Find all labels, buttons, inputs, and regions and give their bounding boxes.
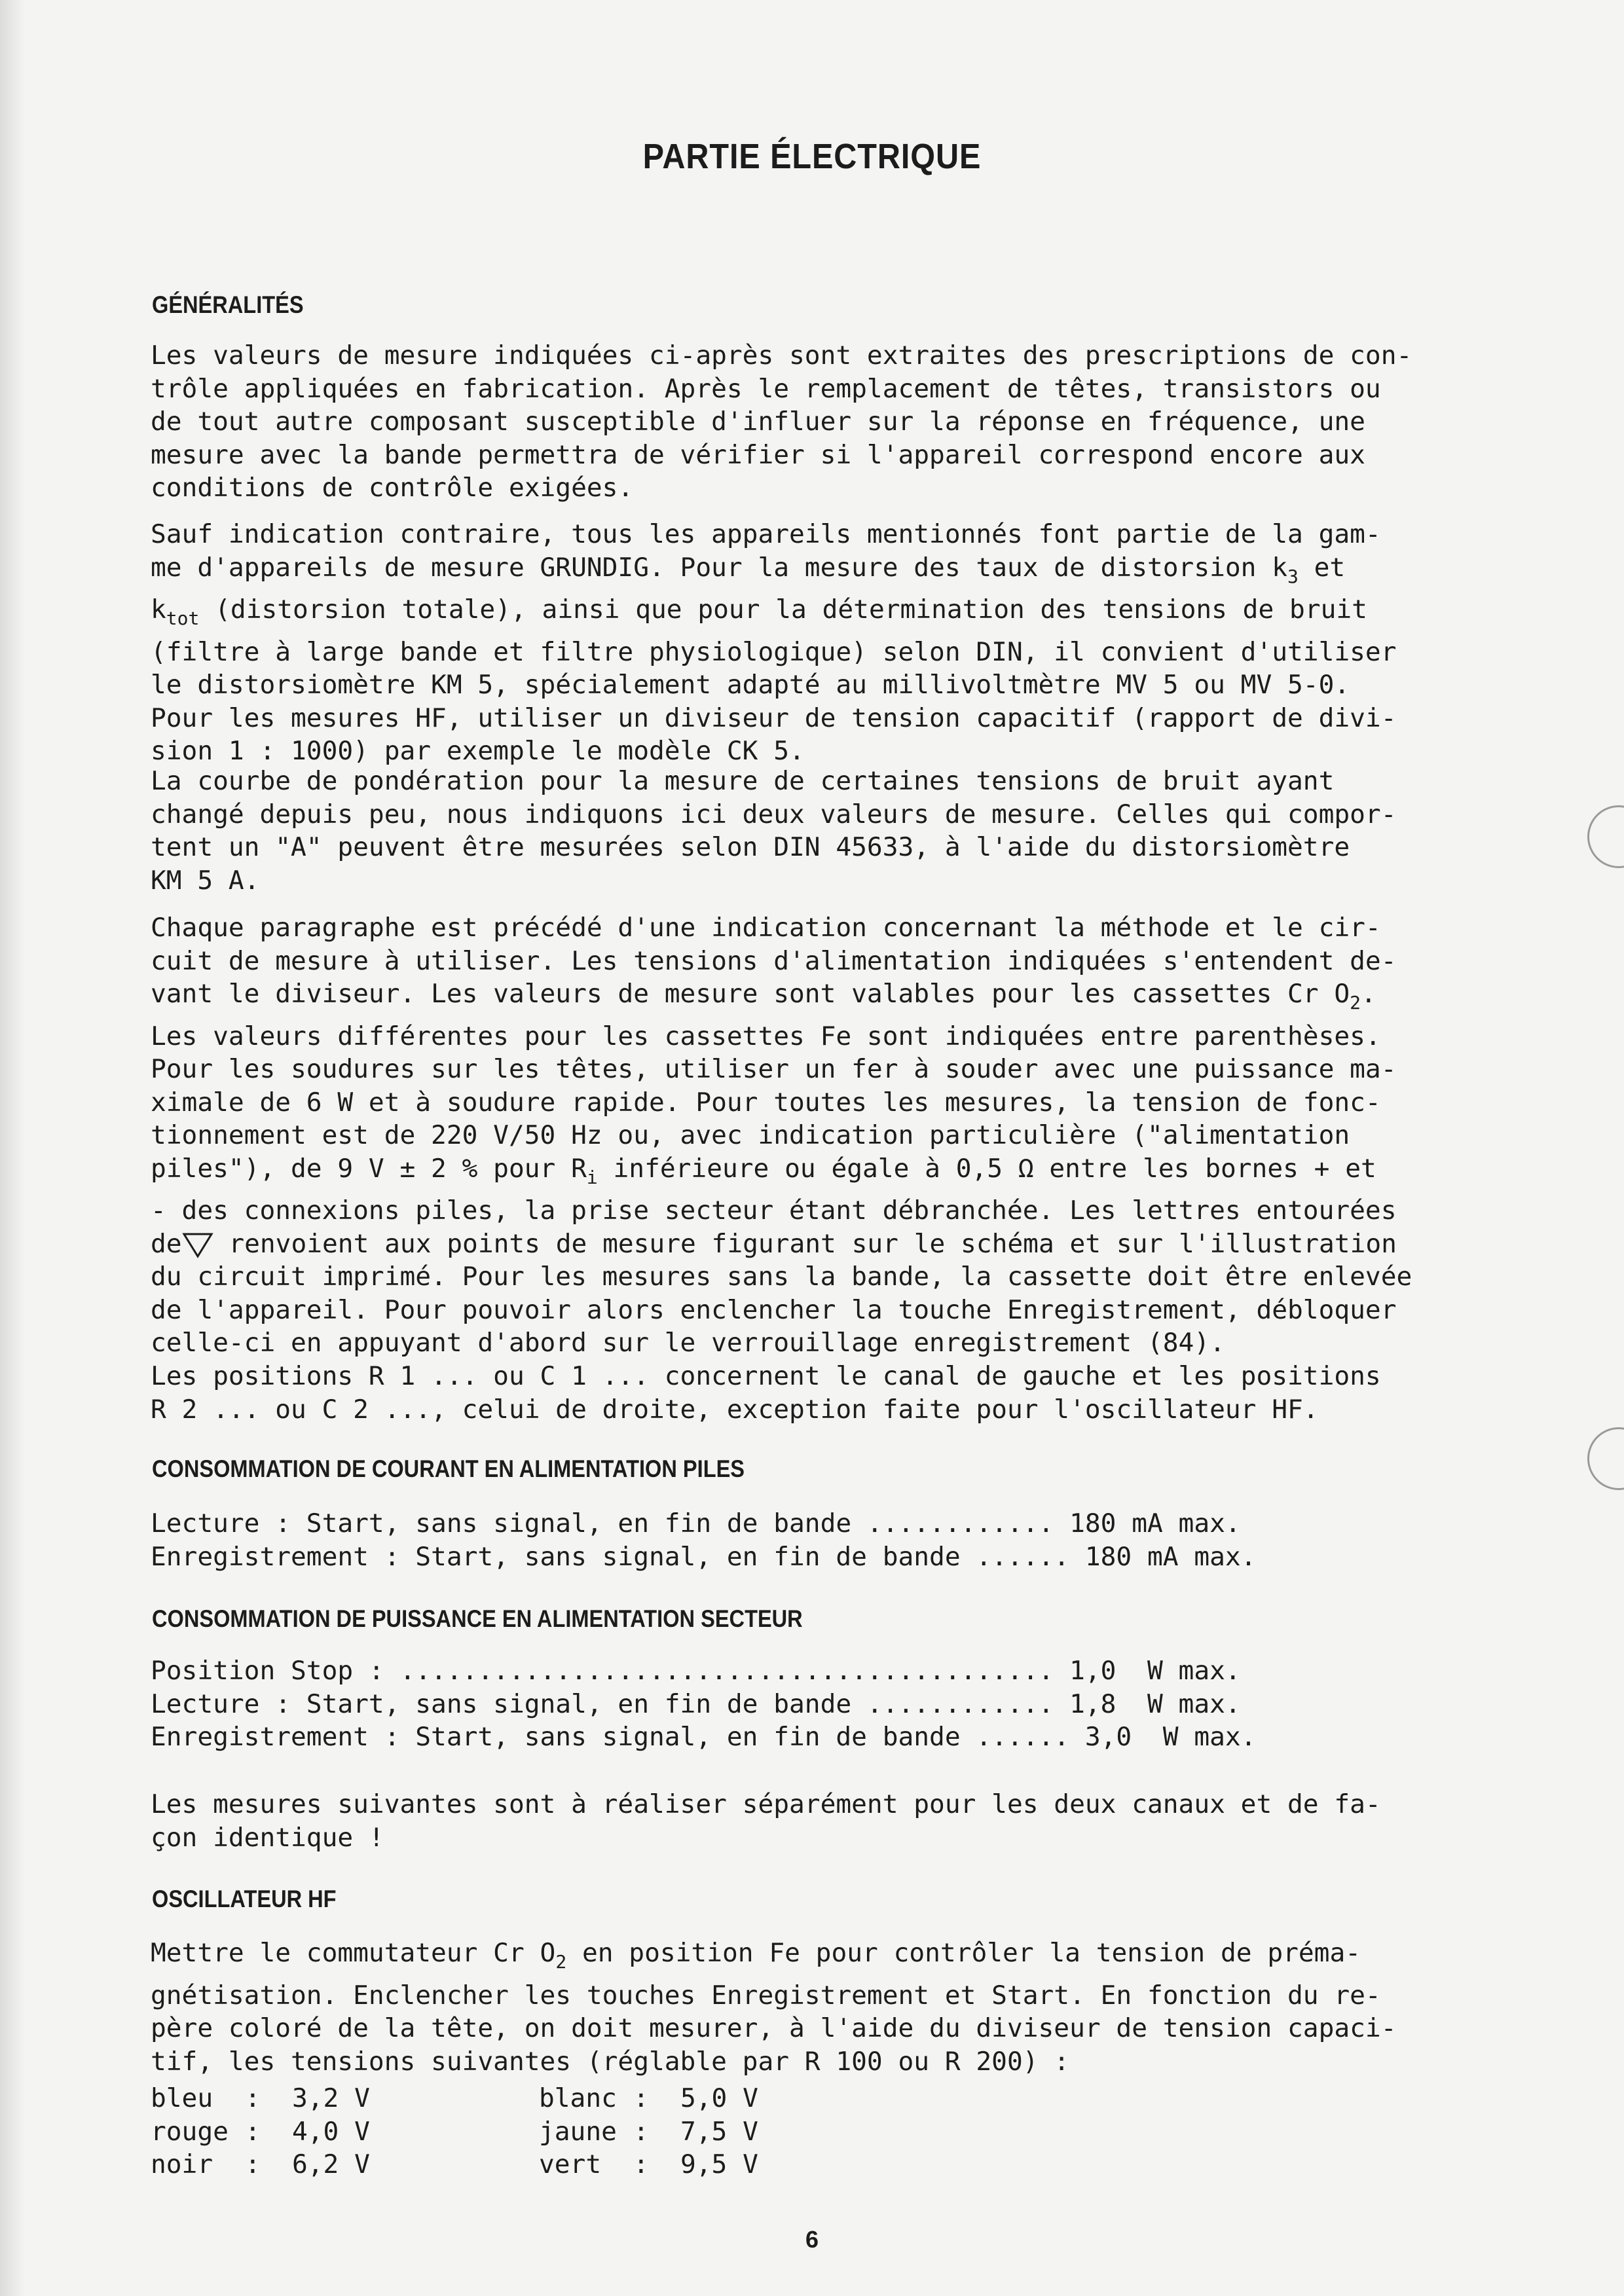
heading-oscillateur: OSCILLATEUR HF xyxy=(152,1886,337,1912)
page-number: 6 xyxy=(805,2226,819,2253)
paragraph-generalites-3 xyxy=(151,765,1493,897)
text-line: Les valeurs de mesure indiquées ci-après sont extraites des prescriptions de con- xyxy=(151,340,1412,371)
paragraph-generalites-2 xyxy=(151,518,1493,768)
punch-hole-bottom xyxy=(1587,1427,1624,1490)
table-row xyxy=(151,1540,1256,1574)
voltage-value: 7,5 V xyxy=(680,2116,758,2147)
text-line: - des connexions piles, la prise secteur étant débranchée. Les lettres entourées xyxy=(151,1195,1397,1226)
paragraph-oscillateur xyxy=(151,1937,1493,2078)
text-segment: me d'appareils de mesure GRUNDIG. Pour la mesure des taux de distorsion k xyxy=(151,552,1288,583)
subscript: 2 xyxy=(1350,992,1361,1013)
voltage-value: 6,2 V xyxy=(292,2149,370,2179)
row-label: Enregistrement : Start, sans signal, en fin de bande ...... xyxy=(151,1722,1070,1752)
row-value: 1,8 W max. xyxy=(1069,1688,1241,1719)
list-item xyxy=(151,2115,370,2149)
text-segment: piles"), de 9 V ± 2 % pour R xyxy=(151,1153,587,1184)
row-label: Lecture : Start, sans signal, en fin de bande ............ xyxy=(151,1508,1054,1539)
triangle-marker-icon xyxy=(182,1232,213,1258)
text-line xyxy=(151,1228,1493,1261)
separator: : xyxy=(245,2083,261,2113)
color-label: jaune xyxy=(539,2116,617,2147)
row-label: Position Stop : .......................................... xyxy=(151,1656,1054,1686)
table-row xyxy=(151,1507,1256,1540)
text-segment: (distorsion totale), ainsi que pour la détermination des tensions de bruit xyxy=(199,594,1367,625)
heading-conso-secteur: CONSOMMATION DE PUISSANCE EN ALIMENTATION SECTEUR xyxy=(152,1605,803,1632)
text-line: R 2 ... ou C 2 ..., celui de droite, exception faite pour l'oscillateur HF. xyxy=(151,1394,1319,1425)
text-segment: et xyxy=(1298,552,1346,583)
voltage-value: 9,5 V xyxy=(680,2149,758,2179)
text-line: gnétisation. Enclencher les touches Enregistrement et Start. En fonction du re- xyxy=(151,1980,1381,2011)
text-line xyxy=(151,977,1493,1020)
text-line: Les valeurs différentes pour les cassettes Fe sont indiquées entre parenthèses. xyxy=(151,1021,1381,1051)
subscript: i xyxy=(586,1166,598,1188)
color-label: noir xyxy=(151,2149,213,2179)
text-line: Les mesures suivantes sont à réaliser séparément pour les deux canaux et de fa- xyxy=(151,1789,1381,1819)
voltage-value: 5,0 V xyxy=(680,2083,758,2113)
punch-hole-top xyxy=(1587,805,1624,868)
color-label: bleu xyxy=(151,2083,213,2113)
text-line: de l'appareil. Pour pouvoir alors enclencher la touche Enregistrement, débloquer xyxy=(151,1294,1397,1325)
text-segment: inférieure ou égale à 0,5 Ω entre les bornes + et xyxy=(597,1153,1376,1184)
text-line: Les positions R 1 ... ou C 1 ... concernent le canal de gauche et les positions xyxy=(151,1361,1381,1391)
list-item xyxy=(151,2148,370,2181)
table-conso-piles xyxy=(151,1507,1256,1573)
subscript: 3 xyxy=(1287,565,1299,587)
text-line xyxy=(151,1937,1493,1979)
table-row xyxy=(151,1654,1256,1688)
paragraph-generalites-1 xyxy=(151,339,1493,505)
separator: : xyxy=(633,2083,649,2113)
text-line: Chaque paragraphe est précédé d'une indication concernant la méthode et le cir- xyxy=(151,913,1381,943)
row-value: 3,0 W max. xyxy=(1084,1722,1257,1752)
text-line: ximale de 6 W et à soudure rapide. Pour toutes les mesures, la tension de fonc- xyxy=(151,1087,1381,1118)
text-line xyxy=(151,1152,1493,1195)
voltage-value: 3,2 V xyxy=(292,2083,370,2113)
paragraph-generalites-5 xyxy=(151,1360,1493,1426)
text-line xyxy=(151,593,1493,636)
separator: : xyxy=(245,2149,261,2179)
text-segment: Mettre le commutateur Cr O xyxy=(151,1938,556,1968)
subscript: 2 xyxy=(555,1951,567,1973)
heading-generalites: GÉNÉRALITÉS xyxy=(152,291,304,318)
text-segment: de xyxy=(151,1228,182,1259)
row-label: Enregistrement : Start, sans signal, en fin de bande ...... xyxy=(151,1541,1070,1572)
page-edge-shadow xyxy=(0,0,25,2296)
text-line: Pour les mesures HF, utiliser un diviseur de tension capacitif (rapport de divi- xyxy=(151,702,1397,733)
table-conso-secteur xyxy=(151,1654,1256,1754)
text-line: La courbe de pondération pour la mesure de certaines tensions de bruit ayant xyxy=(151,766,1335,796)
page-title: PARTIE ÉLECTRIQUE xyxy=(642,137,982,176)
text-segment: vant le diviseur. Les valeurs de mesure sont valables pour les cassettes Cr O xyxy=(151,979,1350,1009)
voltage-list-left xyxy=(151,2082,370,2181)
text-segment: renvoient aux points de mesure figurant sur le schéma et sur l'illustration xyxy=(213,1228,1397,1259)
list-item xyxy=(539,2148,758,2181)
text-line: père coloré de la tête, on doit mesurer, à l'aide du diviseur de tension capaci- xyxy=(151,2013,1397,2043)
row-value: 180 mA max. xyxy=(1084,1541,1257,1572)
text-line: Sauf indication contraire, tous les appareils mentionnés font partie de la gam- xyxy=(151,519,1381,549)
text-line xyxy=(151,551,1493,594)
text-line: KM 5 A. xyxy=(151,865,260,896)
color-label: blanc xyxy=(539,2083,617,2113)
text-line: tif, les tensions suivantes (réglable par R 100 ou R 200) : xyxy=(151,2046,1070,2077)
list-item xyxy=(151,2082,370,2115)
text-line: conditions de contrôle exigées. xyxy=(151,473,634,503)
separator: : xyxy=(245,2116,261,2147)
text-line: le distorsiomètre KM 5, spécialement adapté au millivoltmètre MV 5 ou MV 5-0. xyxy=(151,670,1350,700)
text-line: du circuit imprimé. Pour les mesures sans la bande, la cassette doit être enlevée xyxy=(151,1262,1412,1292)
paragraph-note xyxy=(151,1788,1493,1854)
paragraph-generalites-4 xyxy=(151,911,1493,1360)
table-row xyxy=(151,1721,1256,1754)
voltage-list-right xyxy=(539,2082,758,2181)
text-line: celle-ci en appuyant d'abord sur le verrouillage enregistrement (84). xyxy=(151,1328,1225,1358)
text-line: Pour les soudures sur les têtes, utiliser un fer à souder avec une puissance ma- xyxy=(151,1054,1397,1084)
list-item xyxy=(539,2082,758,2115)
subscript: tot xyxy=(166,608,200,629)
text-line: (filtre à large bande et filtre physiologique) selon DIN, il convient d'utiliser xyxy=(151,636,1397,667)
row-value: 180 mA max. xyxy=(1069,1508,1241,1539)
list-item xyxy=(539,2115,758,2149)
color-label: rouge xyxy=(151,2116,229,2147)
text-segment: . xyxy=(1361,979,1376,1009)
text-line: changé depuis peu, nous indiquons ici deux valeurs de mesure. Celles qui compor- xyxy=(151,799,1397,829)
separator: : xyxy=(633,2149,649,2179)
text-line: cuit de mesure à utiliser. Les tensions d'alimentation indiquées s'entendent de- xyxy=(151,945,1397,976)
heading-conso-piles: CONSOMMATION DE COURANT EN ALIMENTATION PILES xyxy=(152,1455,745,1482)
voltage-value: 4,0 V xyxy=(292,2116,370,2147)
text-line: tionnement est de 220 V/50 Hz ou, avec indication particulière ("alimentation xyxy=(151,1120,1350,1150)
separator: : xyxy=(633,2116,649,2147)
row-value: 1,0 W max. xyxy=(1069,1656,1241,1686)
text-line: mesure avec la bande permettra de vérifier si l'appareil correspond encore aux xyxy=(151,439,1365,470)
text-segment: k xyxy=(151,594,166,625)
text-line: çon identique ! xyxy=(151,1822,384,1853)
text-segment: en position Fe pour contrôler la tension de préma- xyxy=(566,1938,1361,1968)
text-line: sion 1 : 1000) par exemple le modèle CK 5. xyxy=(151,736,805,766)
table-row xyxy=(151,1688,1256,1721)
text-line: tent un "A" peuvent être mesurées selon DIN 45633, à l'aide du distorsiomètre xyxy=(151,832,1350,862)
text-line: de tout autre composant susceptible d'influer sur la réponse en fréquence, une xyxy=(151,407,1365,437)
row-label: Lecture : Start, sans signal, en fin de bande ............ xyxy=(151,1688,1054,1719)
color-label: vert xyxy=(539,2149,602,2179)
text-line: trôle appliquées en fabrication. Après le remplacement de têtes, transistors ou xyxy=(151,373,1381,404)
